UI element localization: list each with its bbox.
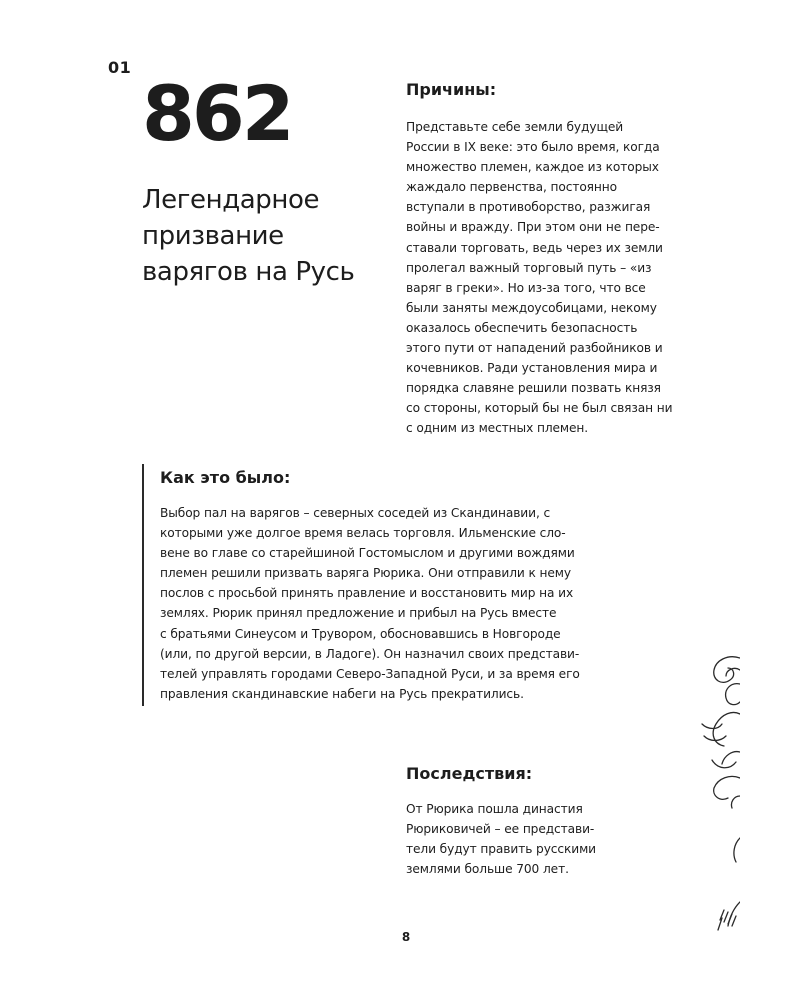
text-line: России в IX веке: это было время, когда	[406, 140, 660, 155]
consequences-heading: Последствия:	[406, 764, 533, 783]
headline-line: варягов на Русь	[142, 257, 355, 287]
decorative-sketch-icon	[700, 640, 740, 940]
text-line: множество племен, каждое из которых	[406, 160, 659, 175]
text-line: кочевников. Ради установления мира и	[406, 361, 658, 376]
text-line: порядка славяне решили позвать князя	[406, 381, 661, 396]
text-line: жаждало первенства, постоянно	[406, 180, 618, 195]
consequences-section	[406, 764, 646, 879]
text-line: землях. Рюрик принял предложение и прибыл на Русь вместе	[160, 606, 557, 621]
text-line: племен решили призвать варяга Рюрика. Они отправили к нему	[160, 566, 571, 581]
text-line: Рюриковичей – ее представи-	[406, 822, 595, 837]
text-line: Выбор пал на варягов – северных соседей из Скандинавии, с	[160, 506, 551, 520]
reasons-heading: Причины:	[406, 80, 497, 99]
text-line: вступали в противоборство, разжигая	[406, 200, 651, 215]
text-line: (или, по другой версии, в Ладоге). Он назначил своих представи-	[160, 646, 580, 661]
text-line: тели будут править русскими	[406, 842, 597, 857]
how-it-was-text	[160, 503, 620, 704]
text-line: Представьте себе земли будущей	[406, 120, 624, 134]
headline-line: призвание	[142, 221, 284, 251]
how-it-was-section	[142, 464, 620, 706]
year-title: 862	[142, 69, 292, 158]
text-line: войны и вражду. При этом они не пере-	[406, 220, 660, 235]
page-number: 8	[401, 930, 411, 944]
text-line: землями больше 700 лет.	[406, 862, 569, 877]
reasons-section	[406, 80, 706, 439]
text-line: со стороны, который бы не был связан ни	[406, 401, 673, 416]
headline-line: Легендарное	[142, 185, 320, 215]
how-it-was-heading: Как это было:	[160, 468, 291, 487]
text-line: ставали торговать, ведь через их земли	[406, 240, 663, 255]
text-line: варяг в греки». Но из-за того, что все	[406, 280, 646, 295]
chapter-number: 01	[108, 58, 132, 77]
text-line: этого пути от нападений разбойников и	[406, 341, 663, 356]
text-line: вене во главе со старейшиной Гостомыслом и другими вождями	[160, 546, 575, 561]
text-line: телей управлять городами Северо-Западной Руси, и за время его	[160, 666, 580, 681]
headline	[142, 182, 392, 290]
reasons-text	[406, 117, 706, 439]
text-line: послов с просьбой принять правление и восстановить мир на их	[160, 586, 574, 601]
text-line: пролегал важный торговый путь – «из	[406, 260, 652, 275]
text-line: От Рюрика пошла династия	[406, 802, 583, 816]
text-line: с братьями Синеусом и Трувором, обосновавшись в Новгороде	[160, 626, 561, 641]
text-line: оказалось обеспечить безопасность	[406, 320, 638, 335]
text-line: с одним из местных племен.	[406, 421, 589, 436]
text-line: были заняты междоусобицами, некому	[406, 300, 657, 315]
consequences-text	[406, 799, 646, 879]
text-line: которыми уже долгое время велась торговля. Ильменские сло-	[160, 526, 566, 541]
text-line: правления скандинавские набеги на Русь прекратились.	[160, 686, 524, 701]
